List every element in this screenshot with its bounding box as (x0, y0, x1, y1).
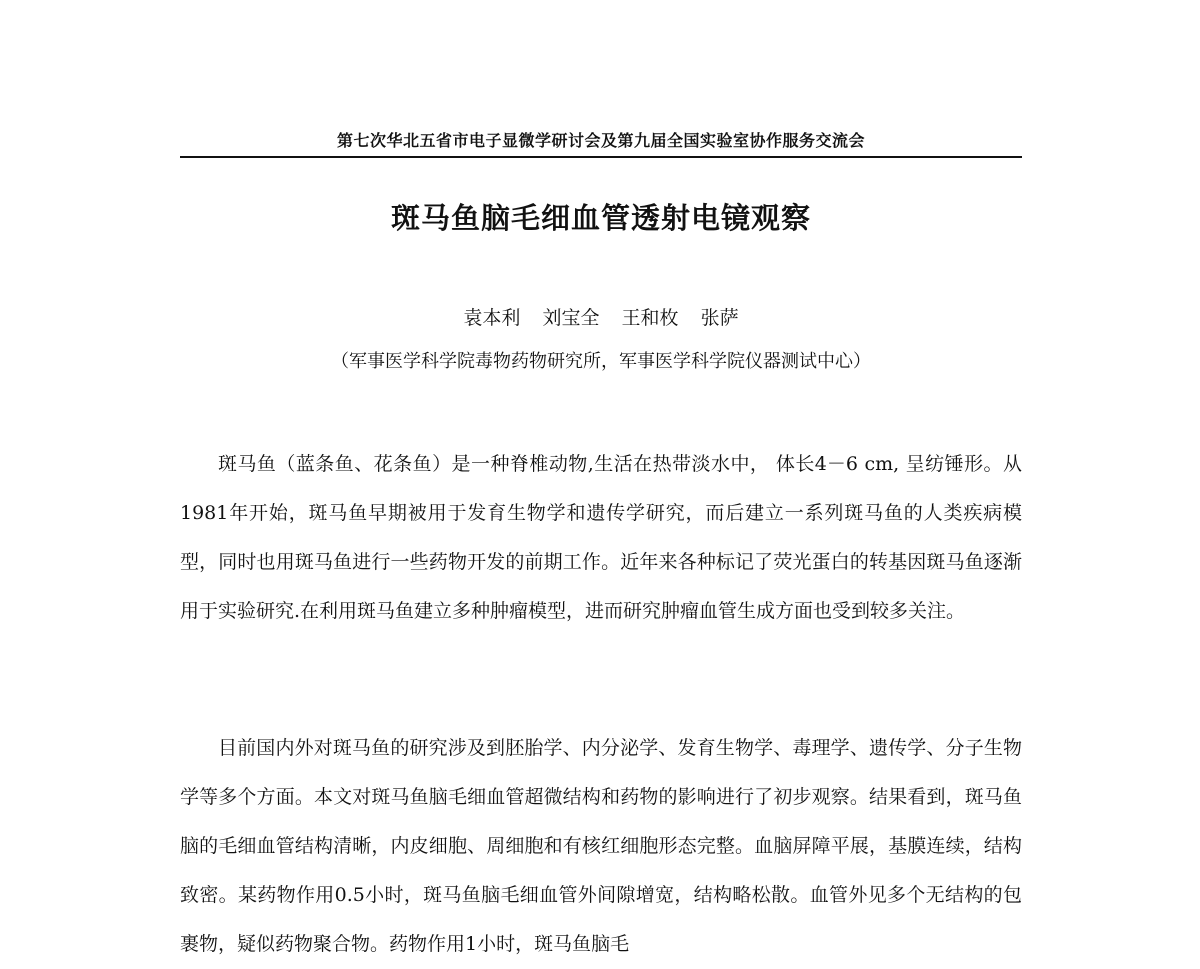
body-paragraph-2: 目前国内外对斑马鱼的研究涉及到胚胎学、内分泌学、发育生物学、毒理学、遗传学、分子生物学等多个方面。本文对斑马鱼脑毛细血管超微结构和药物的影响进行了初步观察。结果看到，斑马鱼脑的毛细血管结构清晰，内皮细胞、周细胞和有核红细胞形态完整。血脑屏障平展，基膜连续，结构致密。某药物作用0.5小时，斑马鱼脑毛细血管外间隙增宽，结构略松散。血管外见多个无结构的包裹物，疑似药物聚合物。药物作用1小时，斑马鱼脑毛 (180, 737, 1022, 955)
header-rule (180, 156, 1022, 158)
running-header: 第七次华北五省市电子显微学研讨会及第九届全国实验室协作服务交流会 (336, 131, 865, 150)
article-title: 斑马鱼脑毛细血管透射电镜观察 (390, 201, 811, 235)
author-name: 张萨 (700, 307, 739, 329)
author-name: 刘宝全 (542, 307, 600, 329)
body-paragraph-1: 斑马鱼（蓝条鱼、花条鱼）是一种脊椎动物,生活在热带淡水中， 体长4－6 cm, 呈纺锤形。从1981年开始，斑马鱼早期被用于发育生物学和遗传学研究，而后建立一系列斑马鱼的人类疾病模型，同时也用斑马鱼进行一些药物开发的前期工作。近年来各种标记了荧光蛋白的转基因斑马鱼逐渐用于实验研究.在利用斑马鱼建立多种肿瘤模型，进而研究肿瘤血管生成方面也受到较多关注。 (180, 453, 1022, 622)
author-name: 袁本利 (463, 307, 521, 329)
author-name: 王和枚 (621, 307, 679, 329)
affiliation: （军事医学科学院毒物药物研究所，军事医学科学院仪器测试中心） (331, 351, 871, 372)
author-list (180, 303, 1022, 330)
